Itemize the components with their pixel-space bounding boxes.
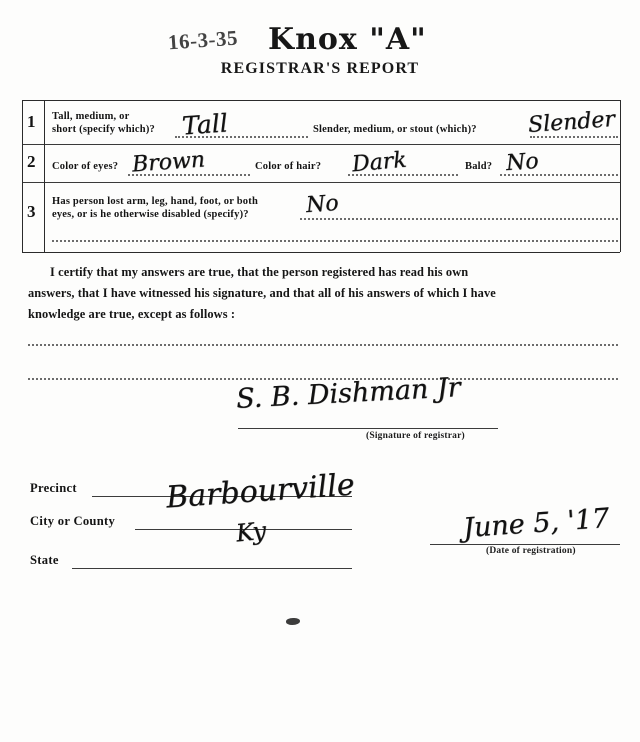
- certification-line-3: knowledge are true, except as follows :: [28, 307, 236, 321]
- question-3-number: 3: [27, 202, 36, 221]
- stamp-number: 16-3-35: [167, 25, 239, 55]
- question-1-answer1: Tall: [181, 108, 229, 141]
- question-3-answer-rule: [300, 218, 618, 220]
- question-3-extra-rule: [52, 240, 618, 242]
- question-3-prompt-line1: Has person lost arm, leg, hand, foot, or both: [52, 196, 258, 207]
- table-left-border: [22, 100, 23, 252]
- state-rule: [72, 568, 352, 569]
- certification-line-2: answers, that I have witnessed his signature, and that all of his answers of which I have: [28, 286, 496, 300]
- state-label: State: [30, 553, 59, 567]
- city-or-county-value: Ky: [234, 516, 268, 548]
- table-top-border: [22, 100, 620, 101]
- question-2-prompt-end: Bald?: [465, 161, 493, 172]
- table-bottom-border: [22, 252, 620, 253]
- question-3-prompt-line2: eyes, or is he otherwise disabled (specify)?: [52, 209, 249, 220]
- precinct-value: Barbourville: [165, 467, 356, 516]
- precinct-label: Precinct: [30, 481, 77, 495]
- question-1-prompt-line1: Tall, medium, or: [52, 111, 130, 122]
- certification-text: [28, 262, 618, 325]
- question-1-number: 1: [27, 112, 36, 131]
- city-or-county-label: City or County: [30, 514, 116, 528]
- registrar-signature-value: S. B. Dishman Jr: [235, 372, 462, 415]
- question-2-answer3: No: [505, 148, 540, 177]
- question-2-prompt-line1: Color of eyes?: [52, 161, 119, 172]
- table-right-border: [620, 100, 621, 252]
- page-title: Knox "A": [268, 22, 427, 57]
- exception-rule-1: [28, 344, 618, 346]
- question-1-prompt-line2: short (specify which)?: [52, 124, 155, 135]
- question-2-prompt-mid: Color of hair?: [255, 161, 322, 172]
- row-divider-2: [22, 182, 620, 183]
- question-3-answer1: No: [305, 190, 340, 219]
- ink-blot: [286, 618, 300, 625]
- question-2-answer2: Dark: [351, 147, 408, 178]
- question-1-answer2: Slender: [527, 106, 616, 139]
- row-divider-1: [22, 144, 620, 145]
- date-rule: [430, 544, 620, 545]
- signature-caption: (Signature of registrar): [366, 431, 465, 441]
- certification-line-1: I certify that my answers are true, that the person registered has read his own: [50, 265, 469, 279]
- page-subtitle: REGISTRAR'S REPORT: [220, 60, 420, 77]
- question-2-answer1: Brown: [131, 147, 206, 178]
- number-column-border: [44, 100, 45, 252]
- question-1-prompt-mid: Slender, medium, or stout (which)?: [313, 124, 477, 135]
- signature-rule: [238, 428, 498, 429]
- question-2-number: 2: [27, 152, 36, 171]
- date-of-registration-value: June 5, '17: [462, 502, 611, 545]
- date-caption: (Date of registration): [486, 546, 576, 556]
